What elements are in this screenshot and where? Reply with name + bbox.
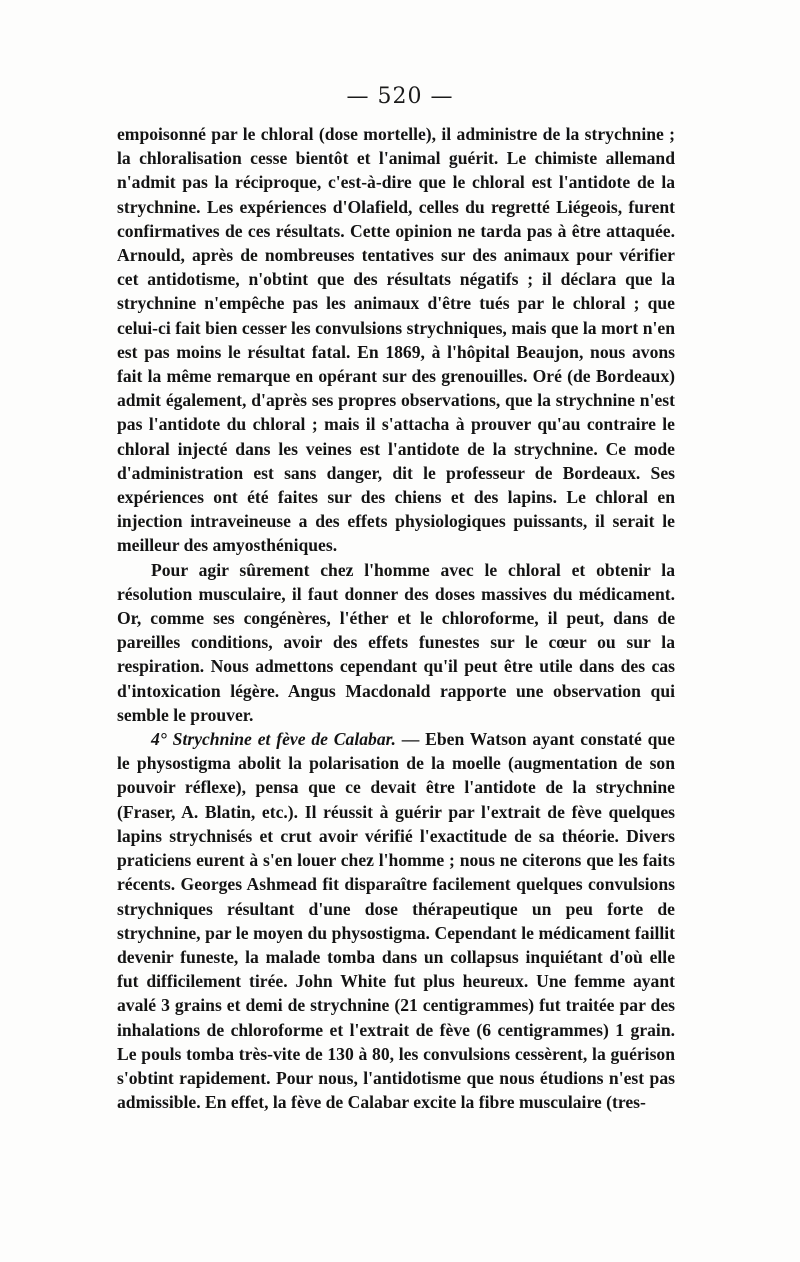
paragraph-2: Pour agir sûrement chez l'homme avec le chloral et obtenir la résolution musculaire, il faut donner des doses massives du médicament. Or, comme ses congénères, l'éther et le chloroforme, il peut, dans de pareilles conditions, avoir des effets funestes sur le cœur ou sur la respiration. Nous admettons cependant qu'il peut être utile dans des cas d'intoxication légère. Angus Macdonald rapporte une observation qui semble le prouver. xyxy=(117,559,675,725)
paragraph-3 xyxy=(117,727,675,1114)
page-number: — 520 — xyxy=(346,84,454,109)
paragraph-1: empoisonné par le chloral (dose mortelle), il administre de la strychnine ; la chloralisation cesse bientôt et l'animal guérit. Le chimiste allemand n'admit pas la réciproque, c'est-à-dire que le chloral est l'antidote de la strychnine. Les expériences d'Olafield, celles du regretté Liégeois, furent confirmatives de ces résultats. Cette opinion ne tarda pas à être attaquée. Arnould, après de nombreuses tentatives sur des animaux pour vérifier cet antidotisme, n'obtint que des résultats négatifs ; il déclara que la strychnine n'empêche pas les animaux d'être tués par le chloral ; que celui-ci fait bien cesser les convulsions strychniques, mais que la mort n'en est pas moins le résultat fatal. En 1869, à l'hôpital Beaujon, nous avons fait la même remarque en opérant sur des grenouilles. Oré (de Bordeaux) admit également, d'après ses propres observations, que la strychnine n'est pas l'antidote du chloral ; mais il s'attacha à prouver qu'au contraire le chloral injecté dans les veines est l'antidote de la strychnine. Ce mode d'administration est sans danger, dit le professeur de Bordeaux. Ses expériences ont été faites sur des chiens et des lapins. Le chloral en injection intraveineuse a des effets physiologiques puissants, il serait le meilleur des amyosthéniques. xyxy=(117,124,675,556)
body-text xyxy=(117,122,675,1114)
section-heading: 4° Strychnine et fève de Calabar. xyxy=(151,729,396,750)
paragraph-3-text: — Eben Watson ayant constaté que le physostigma abolit la polarisation de la moelle (augmentation de son pouvoir réflexe), pensa que ce devait être l'antidote de la strychnine (Fraser, A. Blatin, etc.). Il réussit à guérir par l'extrait de fève quelques lapins strychnisés et crut avoir vérifié l'exactitude de sa théorie. Divers praticiens eurent à s'en louer chez l'homme ; nous ne citerons que les faits récents. Georges Ashmead fit disparaître facilement quelques convulsions strychniques résultant d'une dose thérapeutique un peu forte de strychnine, par le moyen du physostigma. Cependant le médicament faillit devenir funeste, la malade tomba dans un collapsus inquiétant d'où elle fut difficilement tirée. John White fut plus heureux. Une femme ayant avalé 3 grains et demi de strychnine (21 centigrammes) fut traitée par des inhalations de chloroforme et l'extrait de fève (6 centigrammes) 1 grain. Le pouls tomba très-vite de 130 à 80, les convulsions cessèrent, la guérison s'obtint rapidement. Pour nous, l'antidotisme que nous étudions n'est pas admissible. En effet, la fève de Calabar excite la fibre musculaire (tres- xyxy=(117,729,675,1113)
